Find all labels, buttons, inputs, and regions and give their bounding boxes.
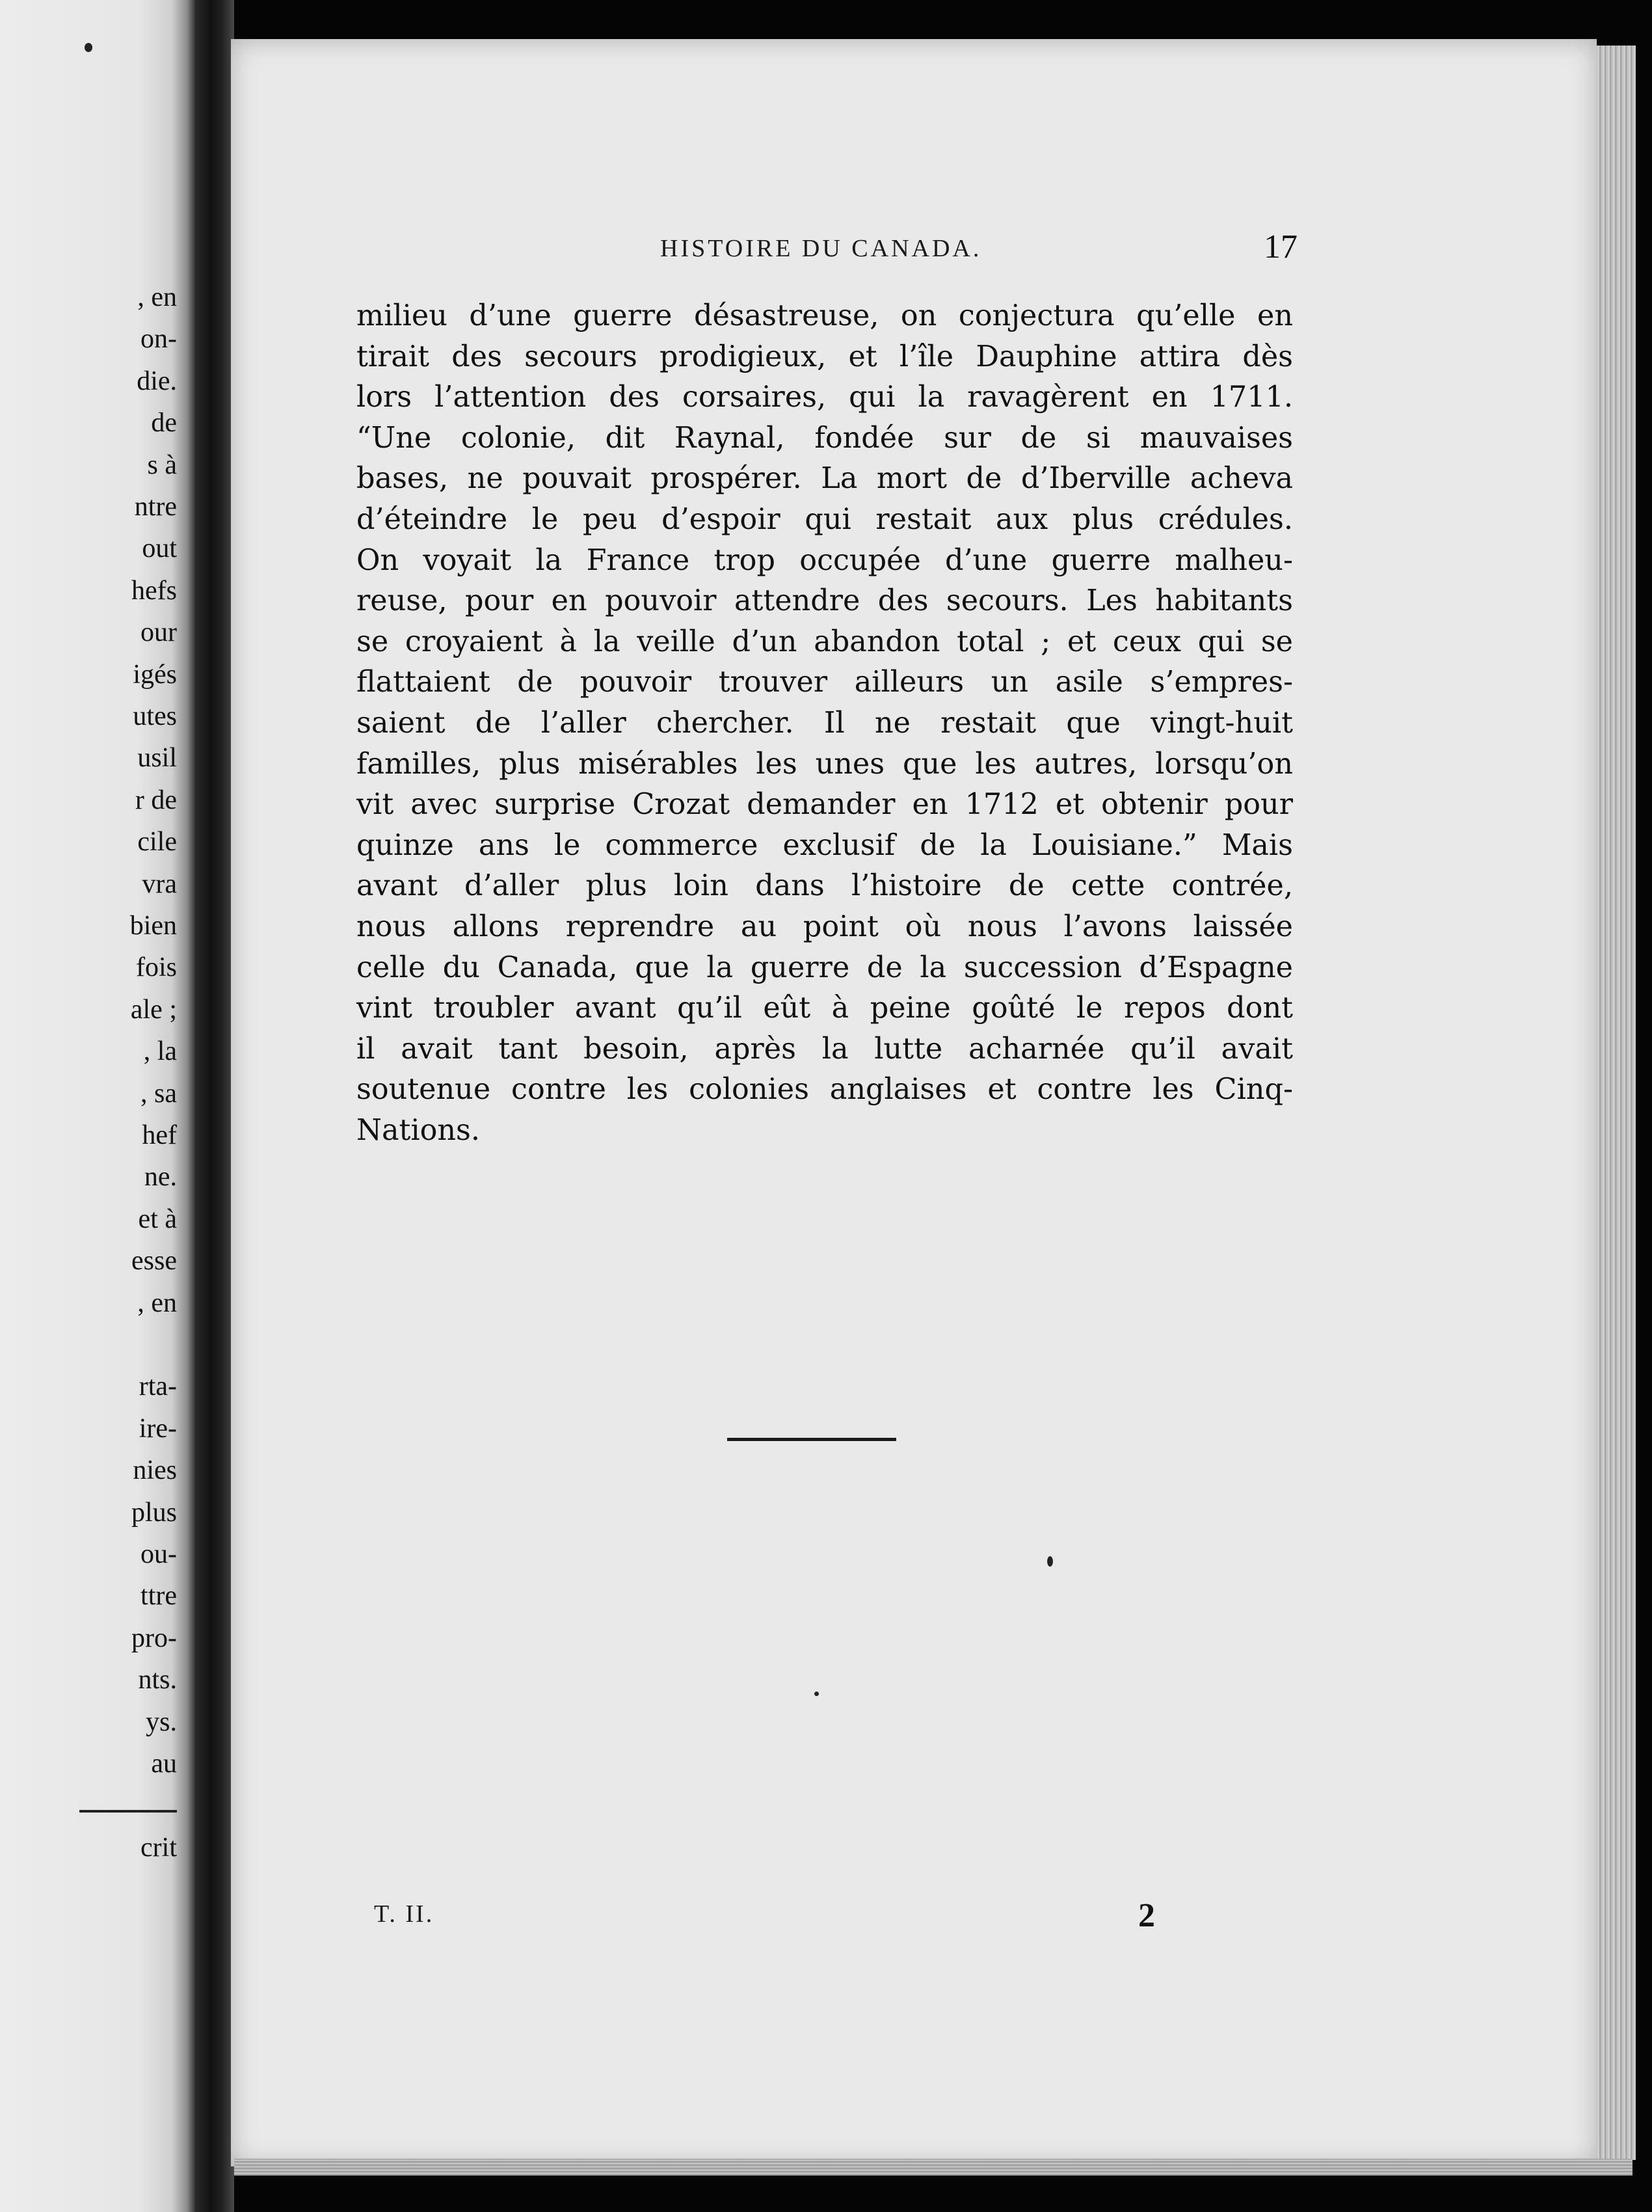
text-line: d’éteindre le peu d’espoir qui restait aux plus crédules. [356, 502, 1293, 536]
facing-page-fragment: ou- [140, 1539, 177, 1569]
facing-page-fragment: r de [135, 785, 177, 815]
signature-number: 2 [1138, 1897, 1155, 1934]
facing-page-fragment: nies [133, 1455, 177, 1486]
facing-page-fragment: vra [142, 869, 177, 899]
facing-page-fragment: ttre [140, 1581, 177, 1612]
text-line: On voyait la France trop occupée d’une guerre malheu- [356, 543, 1293, 577]
text-line: se croyaient à la veille d’un abandon total ; et ceux qui se [356, 625, 1293, 658]
facing-page-fragment: s à [147, 450, 177, 480]
facing-page-fragment: hef [142, 1120, 177, 1150]
signature-mark: T. II. [374, 1900, 434, 1928]
text-line: familles, plus misérables les unes que les autres, lorsqu’on [356, 747, 1293, 781]
facing-page-left [0, 0, 195, 2212]
facing-page-fragment: et à [138, 1204, 177, 1234]
facing-page-fragment: igés [133, 659, 177, 690]
facing-page-fragment: ne. [144, 1162, 177, 1193]
text-line: vint troubler avant qu’il eût à peine goûté le repos dont [356, 991, 1293, 1025]
text-line: bases, ne pouvait prospérer. La mort de d’Iberville acheva [356, 462, 1293, 496]
facing-page-fragment: esse [131, 1246, 177, 1276]
facing-page-fragment: plus [131, 1497, 177, 1528]
facing-page-fragment: pro- [131, 1623, 177, 1653]
facing-page-fragment: ire- [139, 1413, 177, 1444]
facing-page-fragment: , en [137, 282, 177, 312]
text-line: milieu d’une guerre désastreuse, on conjectura qu’elle en [356, 299, 1293, 332]
scan-speck [85, 43, 92, 52]
facing-page-fragment: , la [143, 1036, 177, 1067]
text-line: il avait tant besoin, après la lutte acharnée qu’il avait [356, 1032, 1293, 1066]
facing-page-fragment: nts. [138, 1665, 177, 1695]
facing-page-fragment: die. [137, 366, 177, 396]
page-number: 17 [1264, 228, 1298, 265]
page-edges [1597, 46, 1636, 2160]
body-text [356, 296, 1293, 1151]
facing-page-fragment: de [151, 408, 177, 438]
book-gutter [195, 0, 234, 2212]
facing-page-fragment: out [142, 533, 177, 564]
facing-page-fragment: au [151, 1749, 177, 1779]
facing-page-fragment: our [140, 617, 177, 648]
text-line: lors l’attention des corsaires, qui la ravagèrent en 1711. [356, 381, 1293, 414]
text-line: flattaient de pouvoir trouver ailleurs un asile s’empres- [356, 666, 1293, 699]
facing-page-fragment: ys. [146, 1706, 177, 1737]
scan-speck [1047, 1556, 1053, 1567]
facing-page-fragment: hefs [131, 575, 177, 606]
facing-page-fragment: rta- [139, 1371, 177, 1402]
facing-page-fragment: fois [136, 952, 177, 983]
text-line: nous allons reprendre au point où nous l’avons laissée [356, 910, 1293, 943]
text-line: soutenue contre les colonies anglaises et contre les Cinq- [356, 1073, 1293, 1107]
facing-page-fragment: bien [129, 911, 177, 941]
text-line: quinze ans le commerce exclusif de la Louisiane.” Mais [356, 828, 1293, 862]
facing-page-fragment: , en [137, 1288, 177, 1318]
text-line: “Une colonie, dit Raynal, fondée sur de si mauvaises [356, 421, 1293, 455]
facing-page-fragment: on- [140, 324, 177, 355]
facing-page-fragment: usil [137, 743, 177, 774]
facing-page-fragment: ntre [134, 492, 177, 522]
facing-page-fragment: ale ; [130, 994, 177, 1025]
section-divider-rule [727, 1438, 896, 1441]
facing-page-footnote-rule [79, 1810, 177, 1813]
text-line: vit avec surprise Crozat demander en 1712 et obtenir pour [356, 788, 1293, 822]
facing-page-fragment: utes [133, 701, 177, 731]
facing-page-fragment: crit [140, 1832, 177, 1863]
text-line: tirait des secours prodigieux, et l’île Dauphine attira dès [356, 340, 1293, 373]
text-line: avant d’aller plus loin dans l’histoire de cette contrée, [356, 869, 1293, 903]
text-line: celle du Canada, que la guerre de la succession d’Espagne [356, 951, 1293, 984]
facing-page-fragment: , sa [140, 1078, 177, 1109]
text-line: reuse, pour en pouvoir attendre des secours. Les habitants [356, 584, 1293, 618]
running-head: HISTOIRE DU CANADA. [660, 235, 982, 262]
text-line: Nations. [356, 1113, 481, 1147]
text-line: saient de l’aller chercher. Il ne restait que vingt-huit [356, 706, 1293, 740]
facing-page-fragment: cile [137, 827, 177, 857]
page-bottom-edge [234, 2159, 1632, 2176]
scan-speck [814, 1692, 819, 1696]
